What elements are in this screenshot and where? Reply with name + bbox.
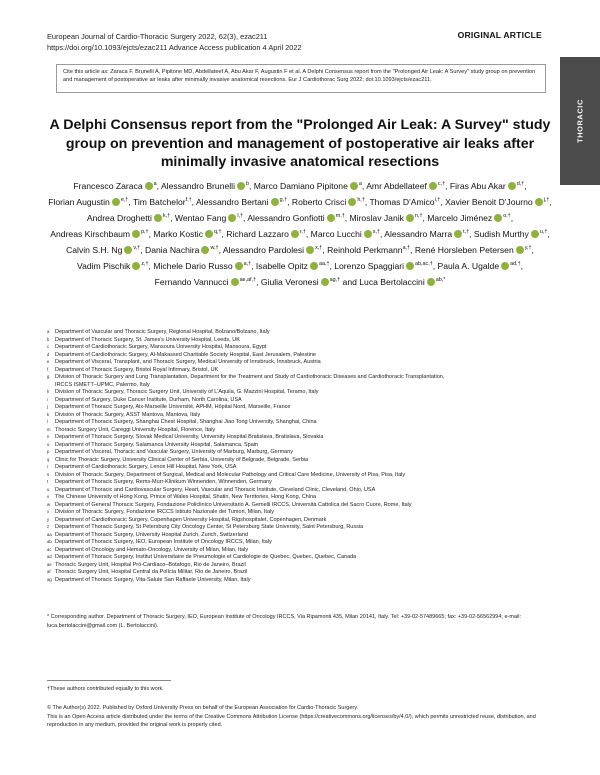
affiliation-mark: ae,af,†	[239, 277, 257, 284]
author-entry	[437, 261, 523, 271]
affiliation-mark: ad,†	[510, 261, 521, 268]
author-separator: ,	[422, 213, 425, 224]
author-name: Alessandro Pardolesi	[222, 245, 305, 256]
affiliation-text: Department of Thoracic Surgery, Salamanca University Hospital, Salamanca, Spain	[55, 441, 259, 448]
orcid-icon[interactable]	[516, 246, 524, 254]
affiliation-mark: s,†	[372, 229, 380, 236]
author-entry	[77, 261, 151, 271]
orcid-icon[interactable]	[535, 198, 543, 206]
affiliation-item	[47, 554, 557, 562]
affiliation-mark: y,†	[524, 245, 532, 252]
affiliation-mark: e,†	[120, 197, 129, 204]
author-separator: ,	[322, 245, 325, 256]
orcid-icon[interactable]	[321, 278, 329, 286]
orcid-icon[interactable]	[406, 262, 414, 270]
author-entry	[73, 181, 159, 191]
affiliation-mark: g,†	[279, 197, 288, 204]
article-type-label: ORIGINAL ARTICLE	[457, 30, 542, 40]
affiliation-text: Department of Visceral, Transplant, and Thoracic Surgery, Medical University of Innsbruck, Innsbruck, Austria	[55, 359, 321, 365]
orcid-icon[interactable]	[310, 262, 318, 270]
author-separator: ,	[445, 181, 448, 191]
author-name: René Horsleben Petersen	[414, 245, 514, 256]
affiliation-text: Department of Thoracic Surgery, Aix-Marseille Université, APHM, Hôpital Nord, Marseille, France	[55, 404, 291, 410]
author-name: Alessandro Brunelli	[160, 181, 235, 191]
affiliation-text: Department of Cardiothoracic Surgery, Al-Makassed Charitable Society Hospital, East Jerusalem, Palestine	[55, 351, 316, 358]
author-name: Miroslav Janik	[349, 213, 404, 224]
orcid-icon[interactable]	[112, 198, 120, 206]
affiliation-key: n	[47, 434, 50, 439]
author-separator: ,	[218, 245, 221, 256]
author-entry	[311, 229, 383, 239]
affiliation-key: i	[47, 396, 48, 402]
affiliation-mark: a	[358, 181, 362, 187]
author-entry	[66, 245, 143, 255]
affiliation-item	[47, 404, 557, 412]
affiliation-key: l	[47, 419, 48, 424]
author-separator: ,	[531, 245, 534, 256]
affiliation-item	[47, 442, 557, 450]
author-entry	[175, 213, 246, 223]
affiliation-text: Division of Thoracic Surgery, ASST Mantova, Mantova, Italy	[55, 411, 201, 418]
affiliation-mark: b	[245, 181, 249, 187]
author-separator: and	[340, 277, 357, 288]
author-entry	[196, 197, 290, 207]
affiliation-mark: ab,ac,†	[415, 261, 433, 268]
author-entry	[261, 277, 357, 287]
affiliation-item	[47, 427, 557, 435]
affiliation-text: Division of Thoracic Surgery and Lung Transplantation, Department for the Treatment and Study of Cardiothoracic Diseases and Cardiothoracic Transplantation,	[55, 374, 445, 380]
affiliation-text: Department of Vascular and Thoracic Surgery, Regional Hospital, Bolzano/Bolzano, Italy	[55, 329, 270, 335]
affiliation-mark: c,†	[437, 181, 446, 187]
orcid-icon[interactable]	[291, 230, 299, 238]
affiliation-mark: i,†	[434, 197, 441, 204]
orcid-icon[interactable]	[154, 214, 162, 222]
affiliation-item	[47, 569, 557, 577]
affiliation-mark: l,†	[237, 213, 244, 220]
affiliation-text: Department of General Thoracic Surgery, Fondazione Policlinico Universitario A. Gemelli IRCCS, Università Cattolica del Sacro Cuore, Rome, Italy	[55, 501, 412, 508]
orcid-icon[interactable]	[406, 214, 414, 222]
author-separator: ,	[191, 197, 195, 208]
affiliation-key: w	[47, 501, 51, 507]
author-separator: ,	[547, 229, 550, 240]
affiliation-text: Department of Thoracic Surgery, Slovak Medical University, University Hospital Bratislava, Bratislava, Slovakia	[55, 434, 324, 440]
author-separator: ,	[379, 229, 383, 240]
license-block	[47, 704, 553, 730]
orcid-icon[interactable]	[508, 182, 516, 190]
author-separator: ,	[248, 181, 252, 191]
author-name: Sudish Murthy	[473, 229, 529, 240]
affiliation-mark: t,†	[463, 229, 470, 236]
affiliation-list	[47, 329, 557, 584]
author-name: Thomas D'Amico	[369, 197, 435, 208]
author-separator: ,	[243, 213, 246, 224]
affiliation-mark: j,†	[543, 197, 550, 204]
affiliation-text: Department of Thoracic Surgery, Bristol Royal Infirmary, Bristol, UK	[55, 366, 219, 373]
orcid-icon[interactable]	[132, 262, 140, 270]
author-name: Wentao Fang	[174, 213, 227, 224]
copyright-line: © The Author(s) 2022. Published by Oxford University Press on behalf of the European Association for Cardio-Thoracic Surgery.	[47, 705, 359, 711]
affiliation-mark: r,†	[299, 229, 306, 236]
orcid-icon[interactable]	[201, 246, 209, 254]
orcid-icon[interactable]	[271, 198, 279, 206]
author-name: Michele Dario Russo	[153, 261, 233, 272]
author-entry	[359, 277, 445, 287]
affiliation-key: m	[47, 426, 51, 432]
author-entry	[334, 261, 435, 271]
affiliation-item	[47, 479, 557, 487]
affiliation-key: ad	[47, 554, 52, 559]
author-name: Luca Bertolaccini	[359, 277, 425, 288]
author-name: Roberto Crisci	[291, 197, 347, 208]
author-entry	[450, 181, 527, 191]
author-entry	[48, 197, 131, 207]
orcid-icon[interactable]	[124, 246, 132, 254]
author-entry	[161, 181, 251, 191]
affiliation-item	[47, 344, 557, 352]
author-separator: ,	[287, 197, 290, 208]
author-separator: ,	[305, 229, 309, 240]
author-name: Richard Lazzaro	[226, 229, 289, 240]
author-name: Lorenzo Spaggiari	[334, 261, 405, 272]
affiliation-key: ac	[47, 546, 52, 552]
affiliation-text: Division of Thoracic Surgery, Thoracic Surgery Unit, University of L'Aquila, G. Mazzini Hospital, Teramo, Italy	[55, 389, 319, 395]
affiliation-mark: aa,†	[318, 261, 330, 268]
author-name: Andreas Kirschbaum	[50, 229, 131, 240]
affiliation-item	[47, 502, 557, 510]
affiliation-text: Thoracic Surgery Unit, Careggi University Hospital, Florence, Italy	[55, 426, 216, 433]
author-name: Francesco Zaraca	[73, 181, 143, 191]
corresponding-author-note: * Corresponding author. Department of Thoracic Surgery, IEO, European Institute of Oncology IRCCS, Via Ripamonti 435, Milan 20141, Italy. Tel: +39-02-57489665; fax: +39-02-56562994; e-mail: luca.bertolaccini@gmail.com (L. Bertolaccini).	[47, 614, 521, 629]
orcid-icon[interactable]	[427, 278, 435, 286]
affiliation-key: ag	[47, 576, 52, 582]
author-separator: ,	[156, 181, 160, 191]
author-name: Marco Lucchi	[310, 229, 362, 240]
affiliation-text: The Chinese University of Hong Kong, Prince of Wales Hospital, Shatin, New Territories, Hong Kong, China	[55, 494, 317, 500]
journal-header	[47, 32, 302, 53]
author-entry	[474, 229, 550, 239]
affiliation-text: Department of Cardiothoracic Surgery, Copenhagen University Hospital, Rigshospitalet, Copenhagen, Denmark	[55, 516, 327, 523]
author-separator: ,	[329, 261, 332, 272]
author-entry	[87, 213, 173, 223]
affiliation-key: k	[47, 411, 50, 417]
author-name: Alessandro Gonfiotti	[247, 213, 325, 224]
affiliation-item	[47, 487, 557, 495]
citation-box	[56, 64, 546, 93]
affiliation-mark: ag,†	[329, 277, 341, 284]
author-name: Marcelo Jiménez	[427, 213, 493, 224]
affiliation-text: Thoracic Surgery Unit, Hospital Central da Polícia Militar, Rio de Janeiro, Brazil	[55, 569, 248, 575]
citation-text: Cite this article as: Zaraca F, Brunelli A, Pipitone MD, Abdellateef A, Abu Akar F, Augustin F et al. A Delphi Consensus report from the "Prolonged Air Leak: A Survey" study group on prevention and management of postoperative air leaks after minimally invasive anatomical resections. Eur J Cardiothorac Surg 2022; doi:10.1093/ejcts/ezac211.	[63, 69, 536, 84]
author-separator: ,	[364, 197, 368, 208]
author-separator: ,	[520, 261, 524, 272]
orcid-icon[interactable]	[429, 182, 437, 190]
affiliation-text: Division of Thoracic Surgery, Department of Surgical, Medical and Molecular Pathology and Critical Care Medicine, University of Pisa, Pisa, Italy	[55, 471, 406, 478]
affiliation-mark: a,†	[243, 261, 252, 268]
author-entry	[223, 245, 325, 255]
author-separator: ,	[344, 213, 348, 224]
affiliation-mark: p,†	[141, 229, 149, 236]
author-separator: ,	[510, 213, 514, 224]
author-entry	[366, 181, 447, 191]
affiliation-item	[47, 389, 557, 397]
affiliation-mark: v,†	[133, 245, 141, 252]
orcid-icon[interactable]	[501, 262, 509, 270]
open-access-license-text: This is an Open Access article distributed under the terms of the Creative Commons Attribution License (https://creativecommons.org/licenses/by/4.0/), which permits unrestricted reuse, distribution, and reproduction in any medium, provided the original work is properly cited.	[47, 713, 536, 728]
affiliation-mark: f,†	[185, 197, 192, 204]
author-separator: ,	[469, 229, 472, 240]
affiliation-item	[47, 359, 557, 367]
author-entry	[415, 245, 534, 255]
affiliation-mark: u,†	[539, 229, 548, 236]
affiliation-key: ae	[47, 561, 52, 567]
affiliation-text: Department of Thoracic Surgery, University Hospital Zurich, Zurich, Switzerland	[55, 531, 248, 538]
author-name: Alessandro Marra	[384, 229, 453, 240]
affiliation-key: q	[47, 456, 50, 462]
author-separator: ,	[524, 181, 527, 191]
author-entry	[133, 197, 194, 207]
affiliation-key: y	[47, 516, 50, 522]
orcid-icon[interactable]	[306, 246, 314, 254]
orcid-icon[interactable]	[350, 182, 358, 190]
affiliation-key: x	[47, 509, 50, 514]
affiliation-item	[47, 517, 557, 525]
affiliation-key: b	[47, 336, 50, 342]
orcid-icon[interactable]	[237, 182, 245, 190]
author-separator: ,	[128, 197, 131, 208]
author-separator: ,	[251, 261, 254, 272]
affiliation-key: a	[47, 329, 50, 334]
affiliation-text: Department of Cardiothoracic Surgery, Mansoura University Hospital, Mansoura, Egypt	[55, 344, 267, 350]
affiliation-key: t	[47, 479, 49, 484]
author-separator: ,	[221, 229, 224, 240]
author-name: Fernando Vannucci	[154, 277, 229, 288]
affiliation-item	[47, 494, 557, 502]
affiliation-item	[47, 352, 557, 360]
affiliation-text: Department of Surgery, Duke Cancer Institute, Durham, North Carolina, USA	[55, 396, 242, 403]
author-name: Isabelle Opitz	[255, 261, 308, 272]
affiliation-key: g	[47, 374, 50, 379]
affiliation-item	[47, 367, 557, 375]
author-separator: ,	[440, 197, 443, 208]
author-entry	[153, 229, 224, 239]
affiliation-mark: a	[153, 181, 157, 187]
affiliation-text: Department of Thoracic Surgery, Rems-Murr-Klinikum Winnenden, Winnenden, Germany	[55, 479, 272, 485]
orcid-icon[interactable]	[205, 230, 213, 238]
author-separator: ,	[432, 261, 436, 272]
affiliation-text: Department of Thoracic Surgery, St. James's University Hospital, Leeds, UK	[55, 336, 240, 343]
affiliation-text: Clinic for Thoracic Surgery, University Clinical Center of Serbia, University of Belgrade, Belgrade, Serbia	[55, 456, 309, 463]
section-side-tab-label: THORACIC	[575, 99, 585, 143]
author-list	[48, 178, 552, 290]
affiliation-item	[47, 397, 557, 405]
author-entry	[427, 213, 513, 223]
affiliation-key: h	[47, 389, 50, 394]
affiliation-item	[47, 464, 557, 472]
author-separator: ,	[549, 197, 552, 208]
author-entry	[445, 197, 552, 207]
orcid-icon[interactable]	[132, 230, 140, 238]
affiliation-text: Department of Thoracic Surgery, Institut Universitaire de Pneumologie et Cardiologie de Quebec, Quebec, Quebec, Canada	[55, 554, 357, 560]
author-name: Giulia Veronesi	[260, 277, 319, 288]
author-name: Calvin S.H. Ng	[66, 245, 123, 256]
author-entry	[384, 229, 471, 239]
author-name: Marko Kostic	[153, 229, 204, 240]
affiliation-mark: w,†	[210, 245, 219, 252]
affiliation-item	[47, 547, 557, 555]
author-separator: ,	[140, 245, 143, 256]
affiliation-text: Department of Thoracic Surgery, Vita-Salute San Raffaele University, Milan, Italy	[55, 576, 251, 583]
affiliation-item	[47, 472, 557, 480]
affiliation-item	[47, 329, 557, 337]
affiliation-item	[47, 524, 557, 532]
affiliation-item	[47, 419, 557, 427]
affiliation-mark: m,†	[335, 213, 345, 220]
footnote-divider	[47, 680, 171, 681]
author-entry	[292, 197, 367, 207]
affiliation-mark: k,†	[162, 213, 171, 220]
affiliation-text: Thoracic Surgery Unit, Hospital Pró-Cardíaco–Botafogo, Rio de Janeiro, Brazil	[55, 561, 246, 568]
affiliation-mark: a,†	[402, 245, 411, 252]
author-name: Marco Damiano Pipitone	[253, 181, 348, 191]
affiliation-key: s	[47, 471, 50, 477]
author-entry	[327, 245, 412, 255]
author-separator: ,	[148, 261, 151, 272]
affiliation-mark: z,†	[141, 261, 149, 268]
author-entry	[50, 229, 151, 239]
affiliation-key: r	[47, 464, 49, 469]
affiliation-key: f	[47, 366, 49, 372]
author-entry	[155, 277, 259, 287]
affiliation-key: o	[47, 441, 50, 447]
author-name: Dania Nachira	[145, 245, 200, 256]
journal-doi-line[interactable]: https://doi.org/10.1093/ejcts/ezac211 Advance Access publication 4 April 2022	[47, 42, 302, 52]
author-separator: ,	[256, 277, 259, 288]
orcid-icon[interactable]	[454, 230, 462, 238]
affiliation-mark: ab,*	[435, 277, 446, 284]
author-entry	[350, 213, 425, 223]
affiliation-key: c	[47, 344, 50, 349]
orcid-icon[interactable]	[231, 278, 239, 286]
orcid-icon[interactable]	[327, 214, 335, 222]
affiliation-mark: q,†	[214, 229, 222, 236]
author-name: Reinhold Perkmann	[327, 245, 403, 256]
orcid-icon[interactable]	[364, 230, 372, 238]
author-entry	[369, 197, 442, 207]
affiliation-key: ab	[47, 539, 52, 544]
affiliation-key: d	[47, 351, 50, 357]
affiliation-mark: n,†	[414, 213, 423, 220]
author-entry	[226, 229, 308, 239]
affiliation-item	[47, 449, 557, 457]
journal-citation-line: European Journal of Cardio-Thoracic Surgery 2022, 62(3), ezac211	[47, 32, 268, 41]
author-name: Paula A. Ugalde	[437, 261, 500, 272]
affiliation-item	[47, 562, 557, 570]
affiliation-text: Department of Oncology and Hemato-Oncology, University of Milan, Milan, Italy	[55, 546, 249, 553]
author-entry	[145, 245, 221, 255]
author-name: Vadim Pischik	[76, 261, 131, 272]
author-name: Florian Augustin	[48, 197, 110, 208]
affiliation-text: Department of Thoracic and Cardiovascular Surgery, Heart, Vascular and Thoracic Institute, Cleveland Clinic, Cleveland, Ohio, USA	[55, 486, 376, 493]
affiliation-key: v	[47, 494, 50, 499]
affiliation-mark: h,†	[357, 197, 365, 204]
section-side-tab	[560, 57, 600, 185]
affiliation-key: af	[47, 569, 51, 574]
equal-contribution-footnote: †These authors contributed equally to this work.	[47, 686, 164, 692]
affiliation-text: Division of Thoracic Surgery, Fondazione IRCCS Istituto Nazionale dei Tumori, Milan, Italy	[55, 509, 274, 515]
affiliation-mark: x,†	[315, 245, 323, 252]
affiliation-item	[47, 539, 557, 547]
affiliation-item	[47, 532, 557, 540]
author-entry	[153, 261, 253, 271]
affiliation-text: Department of Thoracic Surgery, St Petersburg City Oncology Center, St Petersburg State University, Saint Petersburg, Russia	[55, 524, 364, 530]
affiliation-item	[47, 434, 557, 442]
affiliation-text: Department of Thoracic Surgery, Shanghai Chest Hospital, Shanghai Jiao Tong University, Shanghai, China	[55, 419, 317, 425]
affiliation-item	[47, 577, 557, 585]
affiliation-key: e	[47, 359, 50, 364]
affiliation-item	[47, 382, 557, 390]
affiliation-item	[47, 337, 557, 345]
author-separator: ,	[170, 213, 173, 224]
affiliation-mark: d,†	[516, 181, 525, 187]
affiliation-text: IRCCS ISMETT–UPMC, Palermo, Italy	[55, 381, 150, 388]
author-separator: ,	[410, 245, 413, 256]
affiliation-key: u	[47, 486, 50, 492]
author-name: Andrea Droghetti	[86, 213, 152, 224]
orcid-icon[interactable]	[235, 262, 243, 270]
affiliation-text: Department of Thoracic Surgery, IEO, European Institute of Oncology IRCCS, Milan, Italy	[55, 539, 272, 545]
author-name: Xavier Benoit D'Journo	[445, 197, 533, 208]
affiliation-key: aa	[47, 531, 52, 537]
author-entry	[254, 181, 365, 191]
affiliation-text: Department of Cardiothoracic Surgery, Lenox Hill Hospital, New York, USA	[55, 464, 237, 470]
author-entry	[256, 261, 332, 271]
affiliation-item	[47, 412, 557, 420]
affiliation-text: Department of Visceral, Thoracic and Vascular Surgery, University of Marburg, Marburg, Germany	[55, 449, 294, 455]
orcid-icon[interactable]	[494, 214, 502, 222]
affiliation-item	[47, 374, 557, 382]
affiliation-item	[47, 509, 557, 517]
author-name: Amr Abdellateef	[366, 181, 427, 191]
affiliation-item	[47, 457, 557, 465]
affiliation-key: p	[47, 449, 50, 454]
author-name: Firas Abu Akar	[449, 181, 506, 191]
author-separator: ,	[361, 181, 365, 191]
affiliation-key: z	[47, 524, 50, 529]
author-name: Alessandro Bertani	[195, 197, 269, 208]
orcid-icon[interactable]	[348, 198, 356, 206]
orcid-icon[interactable]	[228, 214, 236, 222]
affiliation-mark: o,†	[503, 213, 511, 220]
author-entry	[247, 213, 347, 223]
affiliation-key: j	[47, 404, 48, 409]
author-name: Tim Batchelor	[132, 197, 186, 208]
article-title: A Delphi Consensus report from the "Prolonged Air Leak: A Survey" study group on prevention and management of postoperative air leaks after minimally invasive anatomical resections	[49, 117, 551, 170]
orcid-icon[interactable]	[531, 230, 539, 238]
author-separator: ,	[148, 229, 151, 240]
orcid-icon[interactable]	[145, 182, 153, 190]
